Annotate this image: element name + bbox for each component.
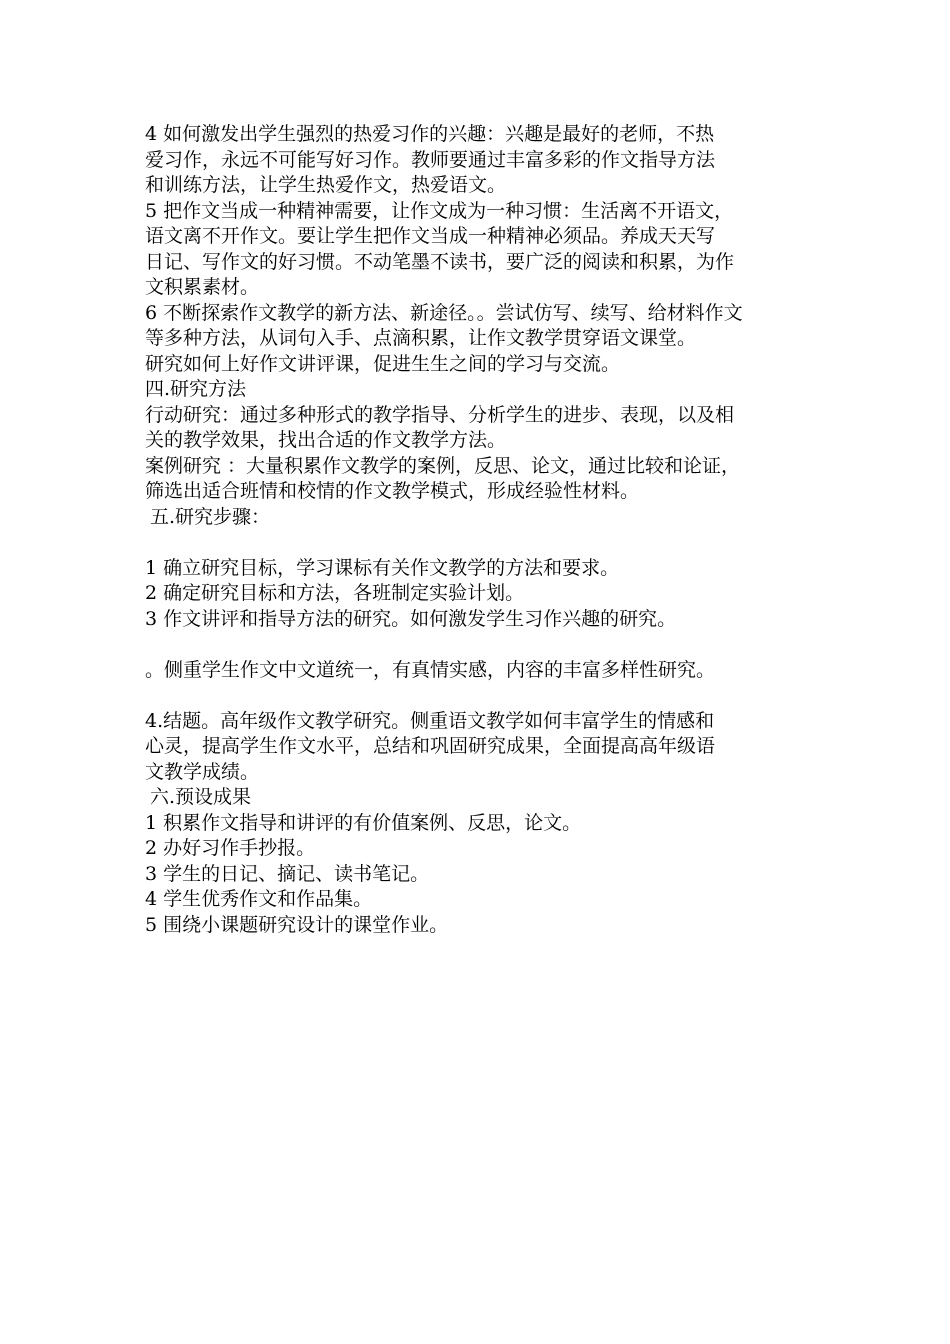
text-line: 日记、写作文的好习惯。不动笔墨不读书，要广泛的阅读和积累，为作 bbox=[145, 250, 735, 273]
list-item: 3 学生的日记、摘记、读书笔记。 bbox=[145, 862, 430, 885]
text-line: 6 不断探索作文教学的新方法、新途径。。尝试仿写、续写、给材料作文 bbox=[145, 301, 743, 324]
section-heading: 六.预设成果 bbox=[150, 786, 252, 808]
list-item: 2 确定研究目标和方法，各班制定实验计划。 bbox=[145, 582, 525, 604]
document-body bbox=[145, 122, 825, 938]
text-line: 5 把作文当成一种精神需要，让作文成为一种习惯：生活离不开语文， bbox=[145, 199, 734, 222]
list-item: 4 学生优秀作文和作品集。 bbox=[145, 888, 373, 910]
text-line: 4 如何激发出学生强烈的热爱习作的兴趣：兴趣是最好的老师，不热 bbox=[145, 123, 715, 145]
text-line: 案例研究 ：大量积累作文教学的案例，反思、论文，通过比较和论证， bbox=[145, 454, 741, 477]
list-item: 1 确立研究目标，学习课标有关作文教学的方法和要求。 bbox=[145, 556, 620, 579]
section-heading: 四.研究方法 bbox=[145, 378, 247, 400]
section-heading: 五.研究步骤： bbox=[150, 505, 271, 528]
blank-line bbox=[145, 683, 825, 709]
text-line: 文教学成绩。 bbox=[145, 760, 260, 783]
blank-line bbox=[145, 530, 825, 556]
blank-line bbox=[145, 632, 825, 658]
text-line: 心灵，提高学生作文水平，总结和巩固研究成果，全面提高高年级语 bbox=[145, 735, 716, 757]
text-line: 。侧重学生作文中文道统一，有真情实感，内容的丰富多样性研究。 bbox=[145, 658, 716, 681]
list-item: 5 围绕小课题研究设计的课堂作业。 bbox=[145, 913, 449, 936]
text-line: 关的教学效果，找出合适的作文教学方法。 bbox=[145, 429, 507, 451]
text-line: 行动研究：通过多种形式的教学指导、分析学生的进步、表现，以及相 bbox=[145, 403, 735, 426]
list-item: 3 作文讲评和指导方法的研究。如何激发学生习作兴趣的研究。 bbox=[145, 607, 677, 630]
text-line: 文积累素材。 bbox=[145, 276, 260, 298]
text-line: 和训练方法，让学生热爱作文，热爱语文。 bbox=[145, 174, 507, 196]
text-line: 等多种方法，从词句入手、点滴积累，让作文教学贯穿语文课堂。 bbox=[145, 327, 697, 349]
text-line: 研究如何上好作文讲评课，促进生生之间的学习与交流。 bbox=[145, 352, 621, 375]
text-line: 爱习作，永远不可能写好习作。教师要通过丰富多彩的作文指导方法 bbox=[145, 148, 716, 171]
list-item: 4.结题。高年级作文教学研究。侧重语文教学如何丰富学生的情感和 bbox=[145, 709, 715, 732]
text-line: 语文离不开作文。要让学生把作文当成一种精神必须品。养成天天写 bbox=[145, 225, 716, 247]
list-item: 1 积累作文指导和讲评的有价值案例、反思，论文。 bbox=[145, 811, 582, 834]
list-item: 2 办好习作手抄报。 bbox=[145, 837, 316, 859]
text-line: 筛选出适合班情和校情的作文教学模式，形成经验性材料。 bbox=[145, 480, 640, 502]
